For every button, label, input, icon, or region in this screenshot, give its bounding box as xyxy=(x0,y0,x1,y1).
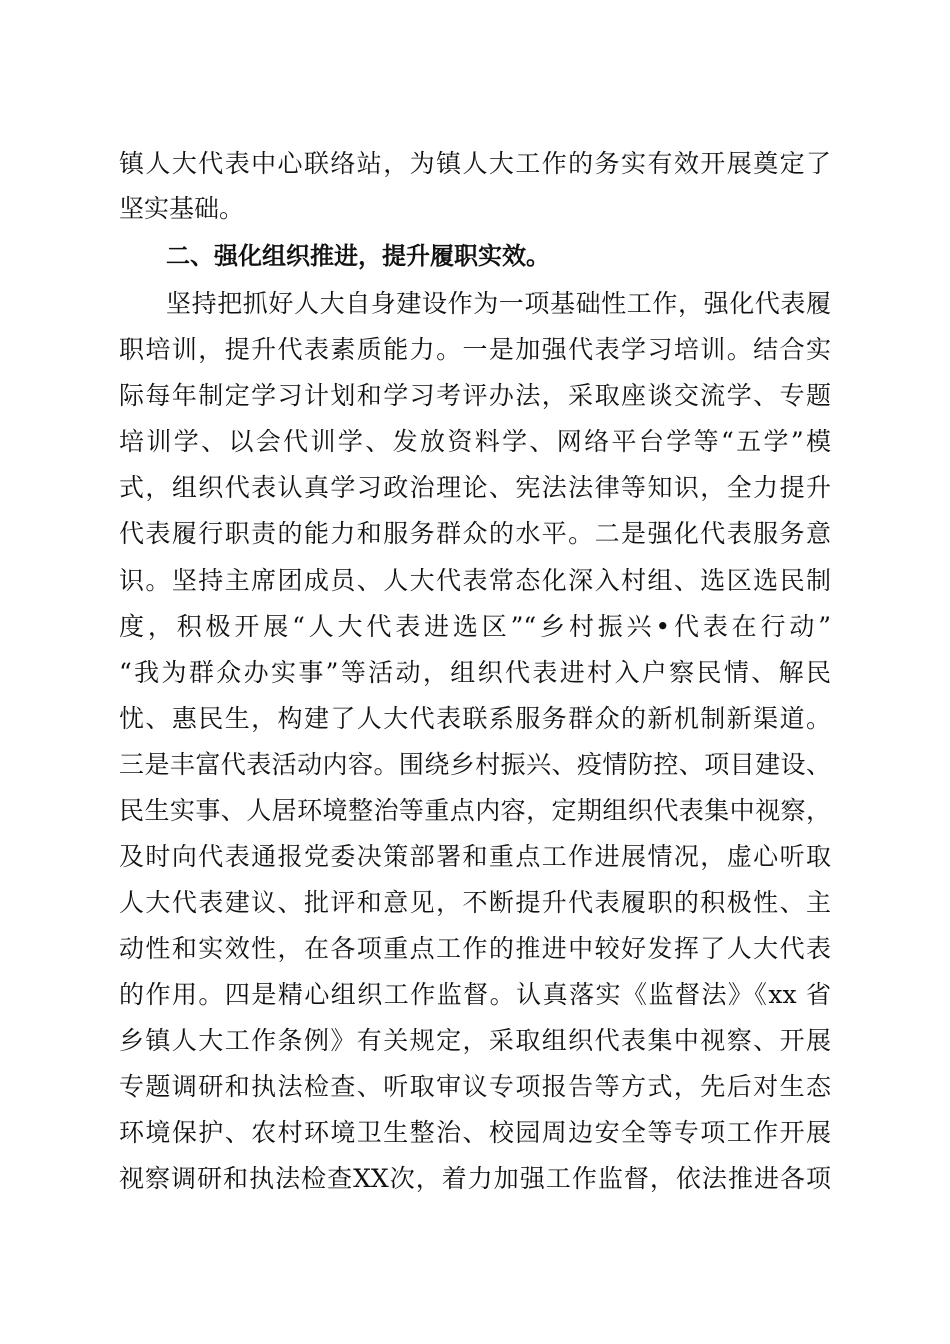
paragraph-line: 识。坚持主席团成员、人大代表常态化深入村组、选区选民制 xyxy=(119,566,831,595)
paragraph-line: 代表履行职责的能力和服务群众的水平。二是强化代表服务意 xyxy=(119,519,831,548)
paragraph-line: 镇人大代表中心联络站，为镇人大工作的务实有效开展奠定了 xyxy=(119,149,831,178)
paragraph-line: 际每年制定学习计划和学习考评办法，采取座谈交流学、专题 xyxy=(119,381,831,410)
paragraph-line: 职培训，提升代表素质能力。一是加强代表学习培训。结合实 xyxy=(119,335,831,364)
paragraph-line: 民生实事、人居环境整治等重点内容，定期组织代表集中视察， xyxy=(119,796,831,825)
paragraph-line: 视察调研和执法检查XX次，着力加强工作监督，依法推进各项 xyxy=(119,1164,831,1193)
paragraph-line: 专题调研和执法检查、听取审议专项报告等方式，先后对生态 xyxy=(119,1072,831,1101)
paragraph-line: 人大代表建议、批评和意见，不断提升代表履职的积极性、主 xyxy=(119,888,831,917)
section-heading: 二、强化组织推进，提升履职实效。 xyxy=(166,242,550,270)
paragraph-line: 的作用。四是精心组织工作监督。认真落实《监督法》《xx 省 xyxy=(119,980,831,1009)
paragraph-line: 环境保护、农村环境卫生整治、校园周边安全等专项工作开展 xyxy=(119,1118,831,1147)
paragraph-line: 坚实基础。 xyxy=(119,194,245,223)
paragraph-line: 坚持把抓好人大自身建设作为一项基础性工作，强化代表履 xyxy=(166,289,831,318)
paragraph-line: 乡镇人大工作条例》有关规定，采取组织代表集中视察、开展 xyxy=(119,1026,831,1055)
paragraph-line: 忧、惠民生，构建了人大代表联系服务群众的新机制新渠道。 xyxy=(119,704,831,733)
paragraph-line: “我为群众办实事”等活动，组织代表进村入户察民情、解民 xyxy=(119,658,831,687)
paragraph-line: 三是丰富代表活动内容。围绕乡村振兴、疫情防控、项目建设、 xyxy=(119,750,831,779)
paragraph-line: 动性和实效性，在各项重点工作的推进中较好发挥了人大代表 xyxy=(119,934,831,963)
paragraph-line: 及时向代表通报党委决策部署和重点工作进展情况，虚心听取 xyxy=(119,842,831,871)
paragraph-line: 式，组织代表认真学习政治理论、宪法法律等知识，全力提升 xyxy=(119,473,831,502)
paragraph-line: 度，积极开展“人大代表进选区”“乡村振兴•代表在行动” xyxy=(119,612,831,641)
paragraph-line: 培训学、以会代训学、发放资料学、网络平台学等“五学”模 xyxy=(119,427,831,456)
